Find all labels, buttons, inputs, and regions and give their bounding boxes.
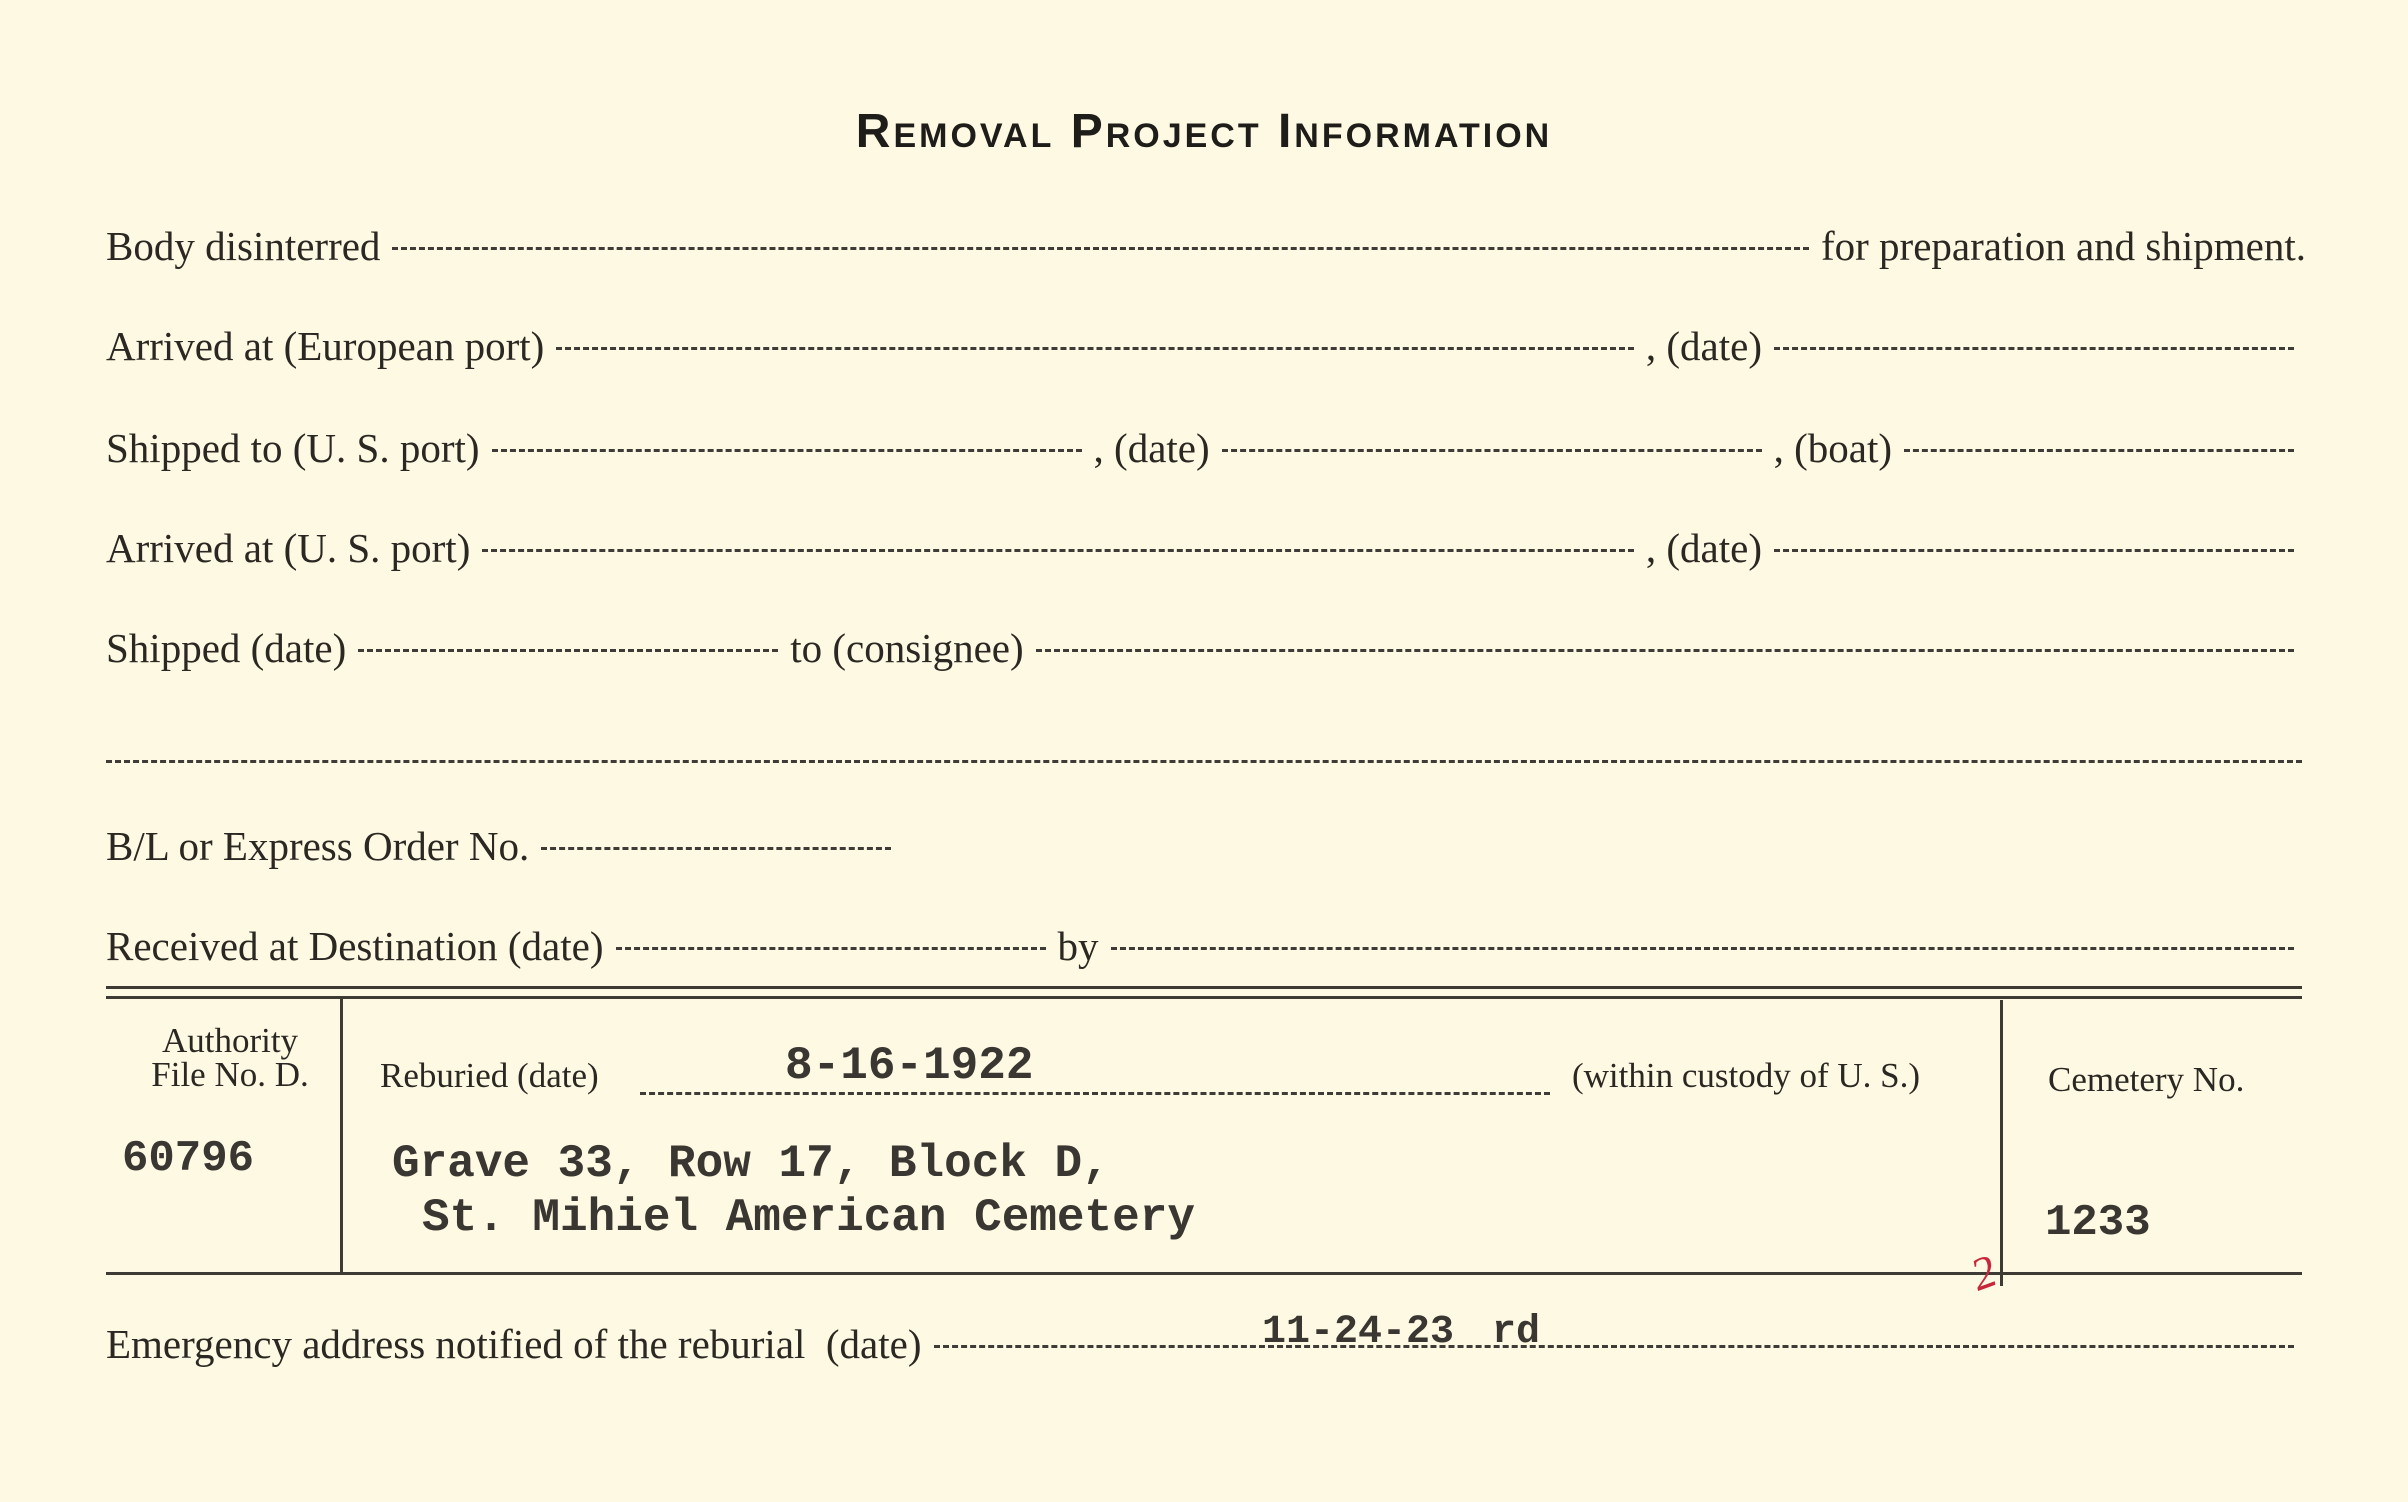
shipped-date-field bbox=[1222, 449, 1762, 452]
received-by-label: by bbox=[1057, 923, 1099, 969]
authority-label-line2: File No. D. bbox=[151, 1055, 309, 1094]
arrived-european-label: Arrived at (European port) bbox=[106, 323, 545, 369]
arrived-us-row bbox=[106, 524, 2306, 572]
european-port-field bbox=[556, 347, 1634, 350]
emergency-row bbox=[106, 1320, 2306, 1368]
consignee-field bbox=[1036, 649, 2294, 652]
body-disinterred-label: Body disinterred bbox=[106, 223, 381, 269]
european-date-field bbox=[1774, 347, 2294, 350]
custody-label: (within custody of U. S.) bbox=[1572, 1056, 1921, 1095]
cemetery-divider bbox=[2000, 1000, 2003, 1286]
bl-order-label: B/L or Express Order No. bbox=[106, 823, 530, 869]
bl-order-field bbox=[541, 847, 891, 850]
form-title: Removal Project Information bbox=[855, 105, 1553, 158]
cemetery-label: Cemetery No. bbox=[2048, 1060, 2245, 1099]
european-date-label: , (date) bbox=[1645, 323, 1762, 369]
table-top-rule-inner bbox=[106, 996, 2302, 999]
shipped-date-label: , (date) bbox=[1093, 425, 1210, 471]
consignee-continuation-line bbox=[106, 760, 2302, 763]
red-check-mark: 2 bbox=[1963, 1244, 2004, 1301]
body-disinterred-row bbox=[106, 222, 2306, 270]
arrived-us-date-field bbox=[1774, 549, 2294, 552]
received-label: Received at Destination (date) bbox=[106, 923, 604, 969]
bl-order-row bbox=[106, 822, 903, 870]
arrived-us-date-label: , (date) bbox=[1645, 525, 1762, 571]
body-disinterred-field bbox=[392, 247, 1809, 250]
us-port-field bbox=[492, 449, 1082, 452]
shipped-us-label: Shipped to (U. S. port) bbox=[106, 425, 480, 471]
preparation-shipment-label: for preparation and shipment. bbox=[1820, 223, 2306, 269]
emergency-date-value: 11-24-23 bbox=[1262, 1310, 1455, 1355]
authority-label bbox=[130, 1021, 330, 1094]
shipped-consignee-row bbox=[106, 624, 2306, 672]
table-top-rule bbox=[106, 986, 2302, 989]
reburied-date-field bbox=[640, 1092, 1550, 1095]
received-row bbox=[106, 922, 2306, 970]
shipped-date-only-field bbox=[358, 649, 778, 652]
shipped-date-only-label: Shipped (date) bbox=[106, 625, 347, 671]
received-date-field bbox=[616, 947, 1046, 950]
arrived-us-port-field bbox=[482, 549, 1634, 552]
authority-divider bbox=[340, 996, 343, 1272]
emergency-initials: rd bbox=[1492, 1310, 1541, 1355]
emergency-date-field bbox=[934, 1345, 2295, 1348]
emergency-label: Emergency address notified of the reburial (date) bbox=[106, 1321, 922, 1367]
arrived-european-row bbox=[106, 322, 2306, 370]
boat-label: , (boat) bbox=[1773, 425, 1892, 471]
reburied-date-value: 8-16-1922 bbox=[785, 1040, 1034, 1092]
consignee-label: to (consignee) bbox=[790, 625, 1024, 671]
shipped-us-row bbox=[106, 424, 2306, 472]
cemetery-number: 1233 bbox=[2045, 1198, 2151, 1248]
received-by-field bbox=[1111, 947, 2295, 950]
grave-location-line1: Grave 33, Row 17, Block D, bbox=[392, 1138, 1110, 1190]
boat-field bbox=[1904, 449, 2294, 452]
authority-file-no: 60796 bbox=[122, 1134, 255, 1184]
authority-label-line1: Authority bbox=[161, 1021, 299, 1060]
arrived-us-label: Arrived at (U. S. port) bbox=[106, 525, 471, 571]
grave-location-line2: St. Mihiel American Cemetery bbox=[422, 1192, 1195, 1244]
reburied-label: Reburied (date) bbox=[380, 1056, 599, 1095]
